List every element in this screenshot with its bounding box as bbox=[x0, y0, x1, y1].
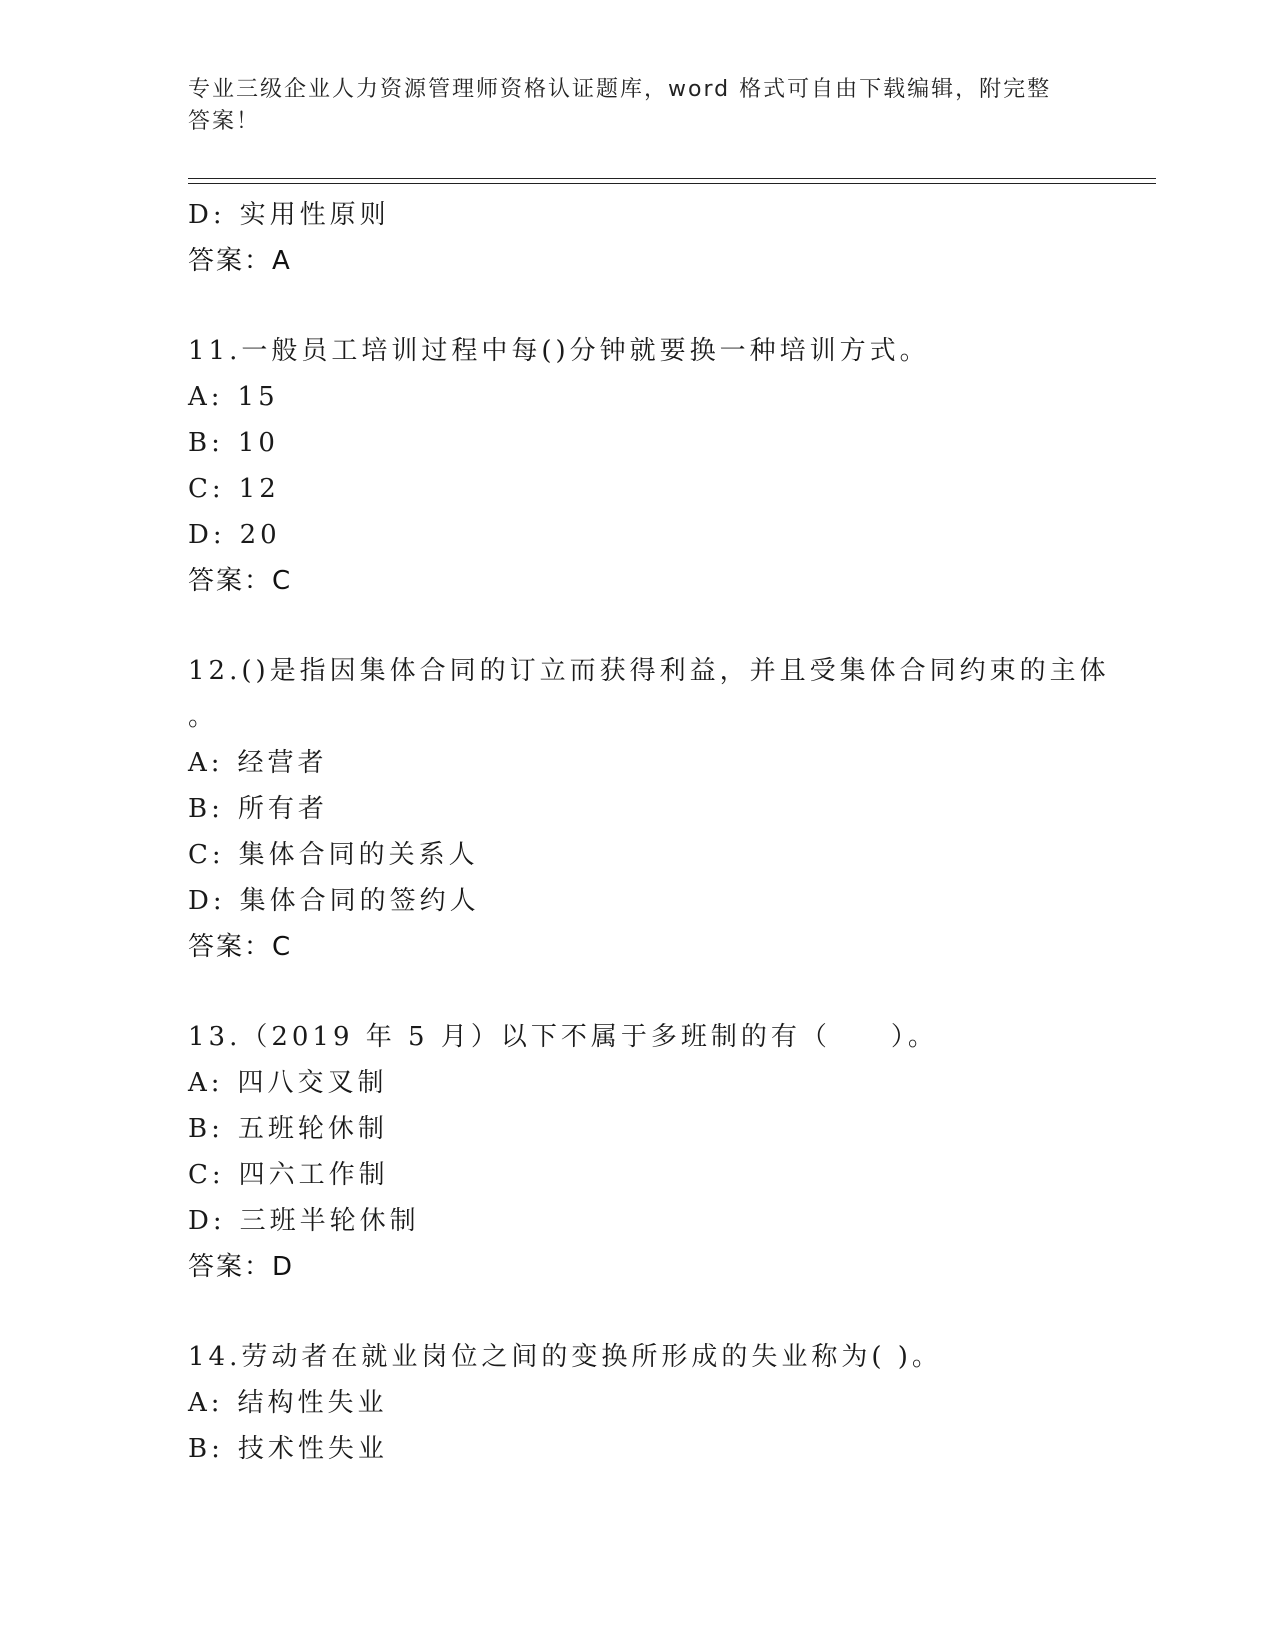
option-d bbox=[188, 512, 1148, 558]
option-b bbox=[188, 1106, 1148, 1152]
header-line-2: 答案！ bbox=[188, 109, 261, 134]
option-separator: : bbox=[212, 520, 226, 550]
option-a bbox=[188, 740, 1148, 786]
header-rule-top bbox=[188, 178, 1156, 179]
question-stem: 11.一般员工培训过程中每()分钟就要换一种培训方式。 bbox=[188, 336, 930, 366]
option-letter: A bbox=[188, 382, 211, 412]
option-letter: A bbox=[188, 1068, 211, 1098]
header-rule-bottom bbox=[188, 183, 1156, 184]
question-stem: 13.（2019 年 5 月）以下不属于多班制的有（ ）。 bbox=[188, 1022, 938, 1052]
option-b bbox=[188, 786, 1148, 832]
option-a bbox=[188, 1380, 1148, 1426]
answer-line: 答案：A bbox=[188, 246, 292, 276]
spacer bbox=[188, 604, 1148, 648]
question-stem: 12.()是指因集体合同的订立而获得利益，并且受集体合同约束的主体 bbox=[188, 656, 1110, 686]
option-letter: B bbox=[188, 1114, 212, 1144]
option-letter: D bbox=[188, 520, 213, 550]
spacer bbox=[188, 284, 1148, 328]
option-text: 集体合同的签约人 bbox=[239, 886, 480, 916]
option-a bbox=[188, 1060, 1148, 1106]
option-separator: : bbox=[211, 794, 224, 824]
option-separator: : bbox=[210, 382, 224, 412]
option-separator: : bbox=[211, 1160, 225, 1190]
option-text: 四六工作制 bbox=[238, 1160, 389, 1190]
option-letter: C bbox=[188, 474, 212, 504]
answer-line: 答案：C bbox=[188, 566, 293, 596]
option-separator: : bbox=[210, 1068, 224, 1098]
option-text: 经营者 bbox=[237, 748, 328, 778]
option-separator: : bbox=[211, 1114, 224, 1144]
option-c bbox=[188, 466, 1148, 512]
option-letter: C bbox=[188, 840, 212, 870]
question-stem: 14.劳动者在就业岗位之间的变换所形成的失业称为( )。 bbox=[188, 1342, 942, 1372]
option-text: 结构性失业 bbox=[237, 1388, 388, 1418]
option-text: 五班轮休制 bbox=[237, 1114, 388, 1144]
header-line-1: 专业三级企业人力资源管理师资格认证题库，word 格式可自由下载编辑，附完整 bbox=[188, 77, 1052, 102]
option-separator: : bbox=[212, 886, 226, 916]
option-b bbox=[188, 1426, 1148, 1472]
option-text: 10 bbox=[237, 428, 279, 458]
option-d bbox=[188, 1198, 1148, 1244]
option-text: 三班半轮休制 bbox=[239, 1206, 420, 1236]
answer-line: 答案：C bbox=[188, 932, 293, 962]
option-c bbox=[188, 1152, 1148, 1198]
option-separator: : bbox=[212, 1206, 226, 1236]
option-separator: : bbox=[211, 1434, 224, 1464]
option-text: 四八交叉制 bbox=[237, 1068, 388, 1098]
option-separator: : bbox=[212, 200, 226, 230]
option-letter: D bbox=[188, 886, 213, 916]
option-letter: A bbox=[188, 748, 211, 778]
option-b bbox=[188, 420, 1148, 466]
option-text: 所有者 bbox=[237, 794, 328, 824]
option-separator: : bbox=[211, 474, 225, 504]
option-letter: B bbox=[188, 1434, 212, 1464]
option-text: 技术性失业 bbox=[237, 1434, 388, 1464]
spacer bbox=[188, 1290, 1148, 1334]
option-letter: B bbox=[188, 428, 212, 458]
option-letter: A bbox=[188, 1388, 211, 1418]
question-content bbox=[188, 192, 1148, 1472]
option-letter: D bbox=[188, 1206, 213, 1236]
option-d bbox=[188, 192, 1148, 238]
option-text: 实用性原则 bbox=[239, 200, 390, 230]
document-header bbox=[188, 74, 1088, 138]
answer-line: 答案：D bbox=[188, 1252, 295, 1282]
option-c bbox=[188, 832, 1148, 878]
spacer bbox=[188, 970, 1148, 1014]
option-a bbox=[188, 374, 1148, 420]
option-separator: : bbox=[210, 1388, 224, 1418]
option-letter: C bbox=[188, 1160, 212, 1190]
option-text: 12 bbox=[238, 474, 280, 504]
option-separator: : bbox=[210, 748, 224, 778]
option-text: 15 bbox=[237, 382, 279, 412]
option-text: 集体合同的关系人 bbox=[238, 840, 479, 870]
option-d bbox=[188, 878, 1148, 924]
option-letter: B bbox=[188, 794, 212, 824]
question-stem-tail: 。 bbox=[188, 702, 219, 732]
option-separator: : bbox=[211, 428, 224, 458]
option-text: 20 bbox=[239, 520, 281, 550]
option-separator: : bbox=[211, 840, 225, 870]
option-letter: D bbox=[188, 200, 213, 230]
